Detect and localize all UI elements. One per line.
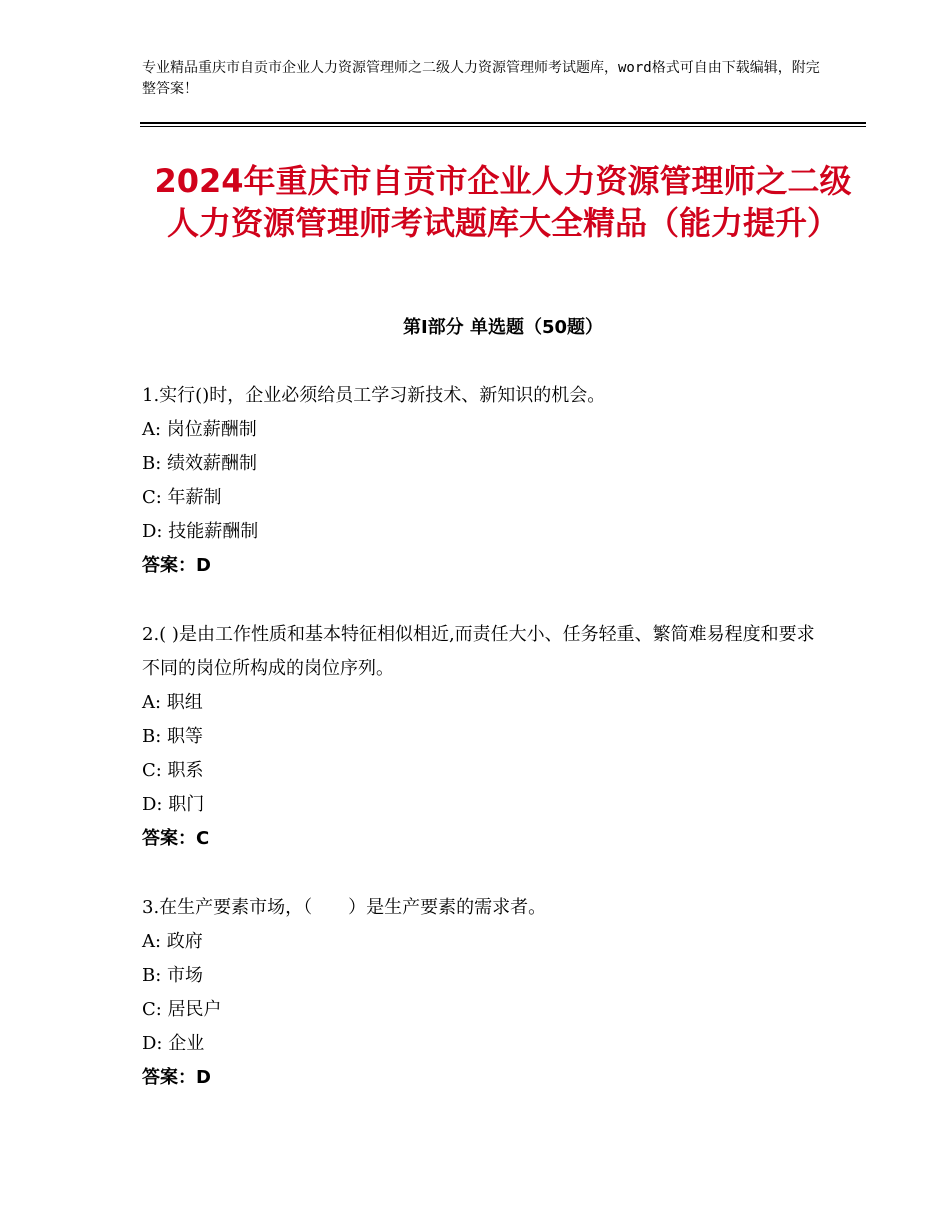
option-d: D: 技能薪酬制 [142, 521, 259, 542]
option-c: C: 职系 [142, 760, 204, 781]
question-1 [142, 379, 822, 583]
header-note: 专业精品重庆市自贡市企业人力资源管理师之二级人力资源管理师考试题库，word格式可自由下载编辑，附完整答案！ [142, 60, 820, 97]
option-a: A: 职组 [142, 692, 203, 713]
option-d: D: 企业 [142, 1033, 205, 1054]
question-3 [142, 891, 822, 1095]
header-rule-thin [140, 126, 866, 127]
question-stem: 3.在生产要素市场，（ ）是生产要素的需求者。 [142, 897, 547, 918]
answer: 答案：D [142, 1067, 211, 1088]
answer: 答案：D [142, 555, 211, 576]
section-heading: 第Ⅰ部分 单选题（50题） [402, 317, 603, 338]
option-b: B: 市场 [142, 965, 204, 986]
option-b: B: 绩效薪酬制 [142, 453, 258, 474]
option-c: C: 居民户 [142, 999, 222, 1020]
option-b: B: 职等 [142, 726, 204, 747]
question-2 [142, 618, 822, 856]
question-stem: 2.( )是由工作性质和基本特征相似相近,而责任大小、任务轻重、繁简难易程度和要求不同的岗位所构成的岗位序列。 [142, 624, 815, 679]
answer: 答案：C [142, 828, 210, 849]
question-stem: 1.实行()时，企业必须给员工学习新技术、新知识的机会。 [142, 385, 606, 406]
option-c: C: 年薪制 [142, 487, 222, 508]
option-a: A: 政府 [142, 931, 203, 952]
option-a: A: 岗位薪酬制 [142, 419, 257, 440]
option-d: D: 职门 [142, 794, 205, 815]
document-title: 2024年重庆市自贡市企业人力资源管理师之二级人力资源管理师考试题库大全精品（能力提升） [154, 162, 852, 242]
header-rule-thick [140, 122, 866, 124]
